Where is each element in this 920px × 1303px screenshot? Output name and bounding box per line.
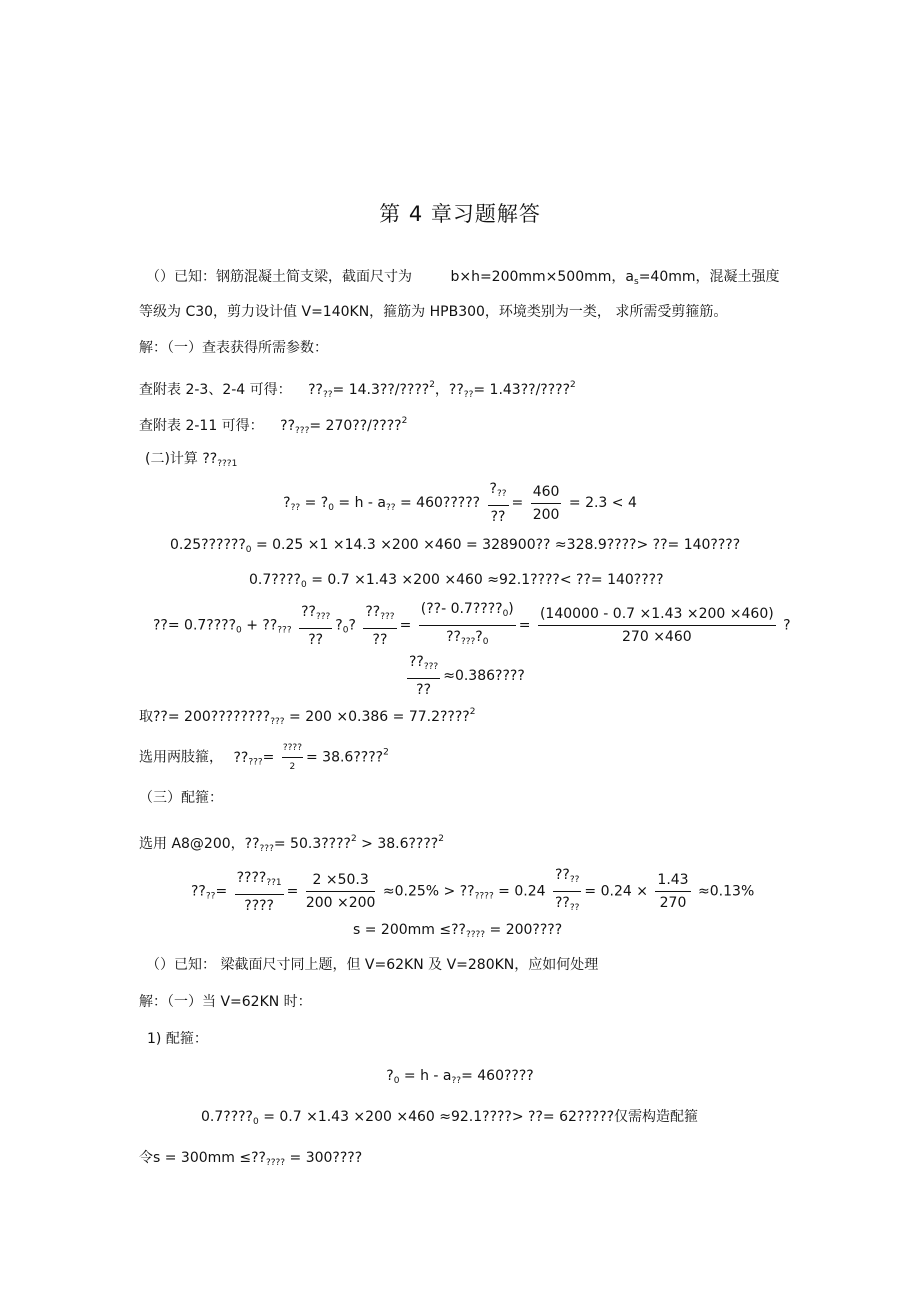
problem1-dims: b×h=200mm×500mm，a [450, 269, 634, 285]
eq1-val: = 460????? [400, 495, 481, 511]
problem1-intro: （）已知：钢筋混凝土简支梁，截面尺寸为 [146, 269, 412, 285]
select-stirrup-line [139, 739, 389, 776]
ft-value: = 1.43??/???? [473, 382, 571, 398]
table-line1 [139, 376, 576, 404]
select-frac-den: 2 [289, 762, 296, 772]
eq1-lhs: ? [283, 495, 291, 511]
take-spacing-line [139, 703, 475, 731]
rho-mid: = 0.24 [498, 883, 546, 900]
rho-frac3-den-sub: ?? [569, 903, 580, 913]
choose-cmp: > 38.6???? [361, 836, 439, 852]
solution2-heading: 解：（一）当 V=62KN 时： [139, 994, 312, 1010]
eq1-fraction-2 [531, 483, 562, 524]
p2-s-sub: ???? [265, 1158, 286, 1168]
table-line2-prefix: 查附表 2-11 可得： [139, 418, 264, 434]
fyv-value: = 270??/???? [309, 418, 402, 434]
eq1-frac2-num: 460 [531, 483, 562, 504]
problem1-dims-tail: =40mm，混凝土强度 [638, 269, 780, 285]
eq4-fracC-num: (??- 0.7???? [420, 601, 503, 617]
take-mid-sub: ??? [270, 717, 285, 727]
spacing-check-line [353, 921, 562, 944]
eq4-fracC-den-end: ? [475, 629, 483, 645]
select-prefix: 选用两肢箍， [139, 749, 223, 766]
problem2-eq2 [201, 1108, 698, 1131]
page-title: 第 4 章习题解答 [379, 202, 541, 226]
eq4-fracD-num: (140000 - 0.7 ×1.43 ×200 ×460) [538, 605, 776, 626]
p2-eq2-lhs: 0.7???? [201, 1109, 253, 1125]
choose-prefix: 选用 A8@200，?? [139, 836, 260, 852]
p2-eq2-lhs-sub: 0 [253, 1117, 259, 1127]
eq4-fracD-den: 270 ×460 [622, 629, 692, 645]
problem2-eq1 [0, 1067, 920, 1090]
eq1-frac-num: ? [489, 481, 497, 497]
rho-fraction-4 [655, 871, 690, 912]
rho-frac4-num: 1.43 [655, 871, 690, 892]
eq3-rhs: = 0.7 ×1.43 ×200 ×460 ≈92.1????< ??= 140???? [311, 572, 664, 588]
take-prefix: 取??= 200?????? [139, 709, 256, 725]
rho-frac2-den: 200 ×200 [305, 895, 376, 911]
eq1-frac2-den: 200 [532, 506, 560, 523]
equation-section-check [170, 536, 740, 559]
equation-asv-over-s [404, 653, 525, 699]
eq4-lhs-sub: 0 [236, 625, 242, 636]
eq4-fracB-num-sub: ??? [380, 611, 395, 622]
problem2-s-line [139, 1149, 362, 1172]
rho-fraction-2 [306, 871, 376, 912]
table-line2 [139, 412, 407, 440]
stirrup-heading: （三）配箍： [139, 790, 223, 806]
equation-hw-ratio: $?_{??}$ = $?_0 = h - a_{??} = 460$????? $\frac{?_{??}}{??}$ = $\frac{460}{200}$ = 2.3 < 4 [283, 481, 637, 525]
equation-shear-capacity: ??= $0.7????_0$ + $??_{???}$ $\frac{??_{???}}{??}$ $?_0$? $\frac{??_{???}}{??}$ = $\frac{(??- 0.7????_0)}{??_{???}?_0}$ = $\frac{(140000 - 0.7 \times 1.43 \times 200 \times 460)}{270 \times 460}$ ? [153, 600, 791, 651]
eq5-rhs: ≈0.386???? [443, 668, 525, 684]
reinforcement-ratio-line: $??_{??}=$ $\frac{????_{??1}}{????}$ = $\frac{2 \times 50.3}{200 \times 200}$ $\approx 0.25\% > ??_{????} = 0.24$ $\frac{??_{??}}{??_{??}}$ = 0.24 × $\frac{1.43}{270}$ ≈0.13% [191, 866, 754, 917]
calc-heading-sub: ???1 [217, 459, 238, 469]
fc-exp: 2 [429, 380, 435, 390]
select-fraction [282, 739, 303, 776]
eq1-mid: = ? [304, 495, 329, 511]
eq2-lhs-sub: 0 [245, 545, 252, 555]
rho-frac1-num: ???? [236, 869, 267, 886]
rho-frac3-num-sub: ?? [569, 875, 580, 885]
equation-concrete-shear [249, 571, 664, 594]
eq4-fracC-num-sub: 0 [502, 609, 509, 619]
p2-eq1-mid: = h - a [403, 1068, 452, 1084]
rho-frac3-den: ?? [554, 895, 570, 911]
choose-sub: ??? [259, 844, 274, 854]
rho-approx1-sub: ???? [474, 891, 494, 902]
eq4-mid: ? [335, 617, 343, 634]
eq1-mid-sub: 0 [328, 503, 334, 513]
eq1-rest: = h - a [338, 495, 386, 511]
eq4-fracC-num-end: ) [508, 601, 514, 617]
calc-heading-text: (二)计算 ?? [145, 451, 218, 467]
p2-eq1-val: = 460???? [461, 1068, 534, 1084]
calc-heading [145, 450, 237, 473]
problem1-dims-sub: s [633, 277, 639, 287]
s-line-rhs: = 200???? [489, 922, 563, 938]
select-eq: = [262, 749, 275, 766]
eq4-fracA-den: ?? [308, 631, 324, 648]
eq2-rhs: = 0.25 ×1 ×14.3 ×200 ×460 = 328900?? ≈328.9????> ??= 140???? [255, 537, 741, 553]
select-frac-num: ?? [282, 743, 293, 753]
eq4-fraction-d [538, 605, 776, 646]
problem2-step1: 1) 配箍： [147, 1031, 208, 1047]
p2-eq1-lhs: ? [386, 1068, 394, 1084]
eq5-fraction [407, 653, 440, 699]
p2-s-lhs: 令s = 300mm ≤?? [139, 1150, 266, 1166]
rho-eq: = [215, 883, 228, 900]
eq4-fracA-num: ?? [301, 603, 316, 620]
solution1-heading: 解：（一）查表获得所需参数： [139, 340, 328, 356]
fyv-sub: ??? [295, 426, 310, 436]
eq4-plus: + ?? [246, 617, 278, 634]
eq5-frac-num: ?? [409, 654, 424, 670]
eq4-fracB-den: ?? [372, 631, 388, 648]
p2-s-rhs: = 300???? [289, 1150, 363, 1166]
p2-eq2-rhs: = 0.7 ×1.43 ×200 ×460 ≈92.1????> ??= 62?????仅需构造配箍 [263, 1109, 699, 1125]
rho-approx1: ≈0.25% > ?? [382, 883, 475, 900]
choose-val: = 50.3???? [273, 836, 351, 852]
eq3-lhs-sub: 0 [301, 580, 307, 590]
take-exp: 2 [469, 707, 476, 717]
rho-fraction-1 [235, 869, 284, 915]
take-val: = 200 ×0.386 = 77.2???? [289, 709, 470, 725]
select-frac-num-sub: ?? [292, 743, 302, 753]
s-line-lhs: s = 200mm ≤?? [353, 922, 466, 938]
rho-frac1-den: ???? [244, 897, 274, 914]
eq4-fracA-num-sub: ??? [315, 611, 331, 622]
rho-lhs: ?? [191, 883, 206, 900]
choose-exp2: 2 [438, 834, 444, 844]
eq4-fracB-num: ?? [365, 603, 381, 620]
eq1-result: = 2.3 < 4 [568, 495, 637, 511]
eq1-fraction-1 [488, 480, 509, 526]
eq1-rest-sub: ?? [385, 503, 396, 513]
rho-frac2-num: 2 ×50.3 [306, 871, 376, 892]
fc-label: ?? [308, 382, 323, 398]
eq1-lhs-sub: ?? [290, 503, 301, 513]
eq1-frac-den: ?? [490, 509, 506, 525]
problem1-line2: 等级为 C30，剪力设计值 V=140KN，箍筋为 HPB300，环境类别为一类， 求所需受剪箍筋。 [139, 304, 728, 320]
fyv-label: ?? [280, 418, 296, 434]
eq4-fraction-c [419, 600, 516, 651]
eq3-lhs: 0.7???? [249, 572, 301, 588]
ft-sub: ?? [463, 390, 474, 400]
rho-frac3-num: ?? [554, 867, 570, 883]
rho-frac4-den: 270 [659, 895, 687, 911]
rho-result: ≈0.13% [698, 883, 755, 900]
eq4-mid-sub: 0 [342, 625, 349, 636]
choose-exp: 2 [350, 834, 357, 844]
p2-eq1-mid-sub: ?? [451, 1076, 462, 1086]
p2-eq1-lhs-sub: 0 [393, 1076, 400, 1086]
ft-label: ，?? [434, 382, 464, 398]
eq4-fracC-den-sub: ??? [460, 637, 476, 647]
fyv-exp: 2 [401, 416, 408, 426]
s-line-sub: ???? [465, 930, 486, 940]
eq4-fracC-den: ?? [446, 629, 461, 645]
select-exp: 2 [383, 747, 389, 758]
eq4-fraction-a [299, 603, 332, 649]
eq4-fraction-b [363, 603, 396, 649]
table-line1-prefix: 查附表 2-3、2-4 可得： [139, 382, 292, 398]
eq4-plus-sub: ??? [277, 625, 292, 636]
eq4-mid2: ? [348, 617, 356, 634]
fc-sub: ?? [322, 390, 333, 400]
problem2-line1: （）已知： 梁截面尺寸同上题，但 V=62KN 及 V=280KN，应如何处理 [146, 957, 599, 973]
eq4-fracC-den-sub2: 0 [482, 637, 489, 647]
eq5-frac-num-sub: ??? [423, 662, 439, 672]
take-mid: ?? [255, 709, 271, 725]
ft-exp: 2 [570, 380, 576, 390]
select-val: = 38.6???? [305, 749, 384, 766]
rho-frac1-num-sub: ??1 [266, 877, 282, 888]
eq1-frac-num-sub: ?? [496, 489, 507, 499]
select-lhs-sub: ??? [248, 757, 263, 768]
fc-value: = 14.3??/???? [332, 382, 430, 398]
rho-fraction-3 [553, 866, 581, 917]
eq4-tail: ? [783, 617, 791, 634]
rho-mid2: = 0.24 × [584, 883, 648, 900]
rho-lhs-sub: ?? [205, 891, 216, 902]
problem1-line1 [146, 268, 780, 291]
choose-stirrup-line [139, 830, 444, 858]
select-lhs: ?? [233, 749, 249, 766]
eq4-lhs: ??= 0.7???? [153, 617, 237, 634]
eq2-lhs: 0.25?????? [170, 537, 246, 553]
eq5-frac-den: ?? [416, 682, 432, 698]
